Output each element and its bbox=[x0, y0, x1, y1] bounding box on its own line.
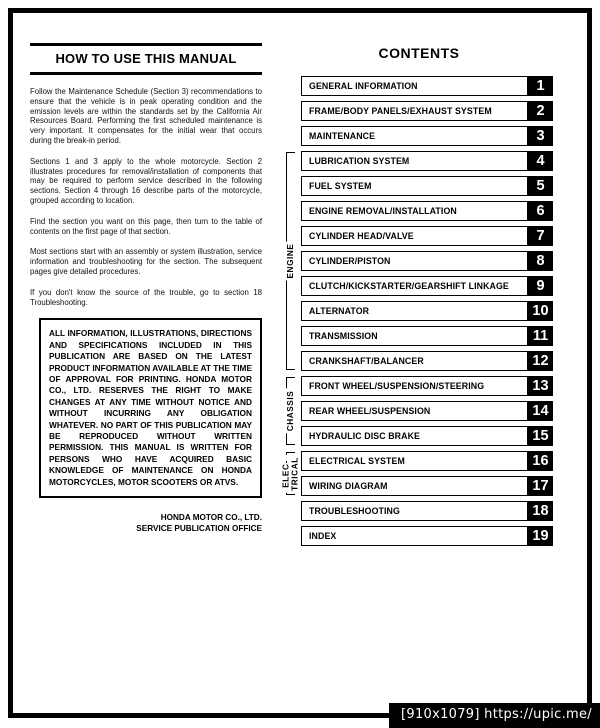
section-number: 19 bbox=[528, 526, 553, 546]
contents-row bbox=[301, 151, 553, 171]
contents-row bbox=[301, 451, 553, 471]
publisher-name: HONDA MOTOR CO., LTD. bbox=[160, 513, 262, 523]
section-number: 9 bbox=[528, 276, 553, 296]
section-number: 7 bbox=[528, 226, 553, 246]
group-label-engine: ENGINE bbox=[285, 243, 295, 279]
section-label: INDEX bbox=[301, 526, 528, 546]
section-label: REAR WHEEL/SUSPENSION bbox=[301, 401, 528, 421]
group-bracket-chassis bbox=[286, 377, 295, 445]
section-label: ELECTRICAL SYSTEM bbox=[301, 451, 528, 471]
section-number: 13 bbox=[528, 376, 553, 396]
section-label: CYLINDER HEAD/VALVE bbox=[301, 226, 528, 246]
contents-row bbox=[301, 126, 553, 146]
contents-row bbox=[301, 301, 553, 321]
section-number: 8 bbox=[528, 251, 553, 271]
section-label: TROUBLESHOOTING bbox=[301, 501, 528, 521]
section-label: CYLINDER/PISTON bbox=[301, 251, 528, 271]
intro-paragraph: Sections 1 and 3 apply to the whole motorcycle. Section 2 illustrates procedures for removal/installation of components that may be required to perform service described in the following sections. Section 4 through 16 describe parts of the motorcycle, grouped according to location. bbox=[30, 156, 262, 205]
contents-list bbox=[281, 76, 553, 546]
section-label: ENGINE REMOVAL/INSTALLATION bbox=[301, 201, 528, 221]
contents-row bbox=[301, 176, 553, 196]
publication-notice: ALL INFORMATION, ILLUSTRATIONS, DIRECTIONS AND SPECIFICATIONS INCLUDED IN THIS PUBLICATION ARE BASED ON THE LATEST PRODUCT INFORMATION AVAILABLE AT THE TIME OF APPROVAL FOR PRINTING. HONDA MOTOR CO., LTD. RESERVES THE RIGHT TO MAKE CHANGES AT ANY TIME WITHOUT NOTICE AND WITHOUT INCURRING ANY OBLIGATION WHATEVER. NO PART OF THIS PUBLICATION MAY BE REPRODUCED WITHOUT WRITTEN PERMISSION. THIS MANUAL IS WRITTEN FOR PERSONS WHO HAVE ACQUIRED BASIC KNOWLEDGE OF MAINTENANCE ON HONDA MOTORCYCLES, MOTOR SCOOTERS OR ATVS. bbox=[39, 318, 262, 498]
section-label: WIRING DIAGRAM bbox=[301, 476, 528, 496]
section-label: TRANSMISSION bbox=[301, 326, 528, 346]
section-number: 4 bbox=[528, 151, 553, 171]
contents-row bbox=[301, 101, 553, 121]
section-label: MAINTENANCE bbox=[301, 126, 528, 146]
section-number: 2 bbox=[528, 101, 553, 121]
section-number: 11 bbox=[528, 326, 553, 346]
contents-title: CONTENTS bbox=[378, 45, 460, 61]
contents-row bbox=[301, 226, 553, 246]
contents-row bbox=[301, 501, 553, 521]
section-number: 17 bbox=[528, 476, 553, 496]
section-number: 1 bbox=[528, 76, 553, 96]
section-label: FUEL SYSTEM bbox=[301, 176, 528, 196]
group-label-electrical: ELEC- TRICAL bbox=[281, 456, 299, 491]
contents-row bbox=[301, 276, 553, 296]
section-number: 14 bbox=[528, 401, 553, 421]
contents-row bbox=[301, 76, 553, 96]
manual-title-block bbox=[30, 43, 262, 75]
section-label: GENERAL INFORMATION bbox=[301, 76, 528, 96]
section-number: 18 bbox=[528, 501, 553, 521]
group-bracket-engine bbox=[286, 152, 295, 370]
contents-row bbox=[301, 426, 553, 446]
contents-row bbox=[301, 351, 553, 371]
publisher-office: SERVICE PUBLICATION OFFICE bbox=[136, 524, 262, 534]
section-number: 16 bbox=[528, 451, 553, 471]
section-label: ALTERNATOR bbox=[301, 301, 528, 321]
section-label: FRONT WHEEL/SUSPENSION/STEERING bbox=[301, 376, 528, 396]
contents-row bbox=[301, 376, 553, 396]
watermark: [910x1079] https://upic.me/ bbox=[389, 703, 600, 728]
intro-paragraph: Find the section you want on this page, then turn to the table of contents on the first page of that section. bbox=[30, 216, 262, 236]
contents-row bbox=[301, 526, 553, 546]
contents-row bbox=[301, 201, 553, 221]
publisher-footer bbox=[30, 512, 262, 534]
contents-row bbox=[301, 251, 553, 271]
section-number: 6 bbox=[528, 201, 553, 221]
section-number: 5 bbox=[528, 176, 553, 196]
group-label-chassis: CHASSIS bbox=[285, 390, 295, 432]
section-label: HYDRAULIC DISC BRAKE bbox=[301, 426, 528, 446]
section-number: 3 bbox=[528, 126, 553, 146]
page-border-frame bbox=[8, 8, 592, 718]
contents-row bbox=[301, 476, 553, 496]
section-label: LUBRICATION SYSTEM bbox=[301, 151, 528, 171]
manual-title: HOW TO USE THIS MANUAL bbox=[55, 51, 237, 66]
group-bracket-electrical bbox=[281, 452, 299, 495]
intro-paragraphs bbox=[30, 87, 262, 307]
intro-paragraph: Follow the Maintenance Schedule (Section 3) recommendations to ensure that the vehicle is in peak operating condition and the emission levels are within the standards set by the California Air Resources Board. Performing the first scheduled maintenance is very important. It compensates for the initial wear that occurs during the break-in period. bbox=[30, 87, 262, 145]
section-number: 12 bbox=[528, 351, 553, 371]
how-to-use-section bbox=[30, 43, 262, 534]
contents-row bbox=[301, 326, 553, 346]
contents-section bbox=[281, 45, 553, 551]
contents-row bbox=[301, 401, 553, 421]
intro-paragraph: If you don't know the source of the trouble, go to section 18 Troubleshooting. bbox=[30, 287, 262, 307]
section-number: 15 bbox=[528, 426, 553, 446]
intro-paragraph: Most sections start with an assembly or system illustration, service information and troubleshooting for the section. The subsequent pages give detailed procedures. bbox=[30, 247, 262, 276]
section-label: CLUTCH/KICKSTARTER/GEARSHIFT LINKAGE bbox=[301, 276, 528, 296]
section-label: FRAME/BODY PANELS/EXHAUST SYSTEM bbox=[301, 101, 528, 121]
section-label: CRANKSHAFT/BALANCER bbox=[301, 351, 528, 371]
section-number: 10 bbox=[528, 301, 553, 321]
